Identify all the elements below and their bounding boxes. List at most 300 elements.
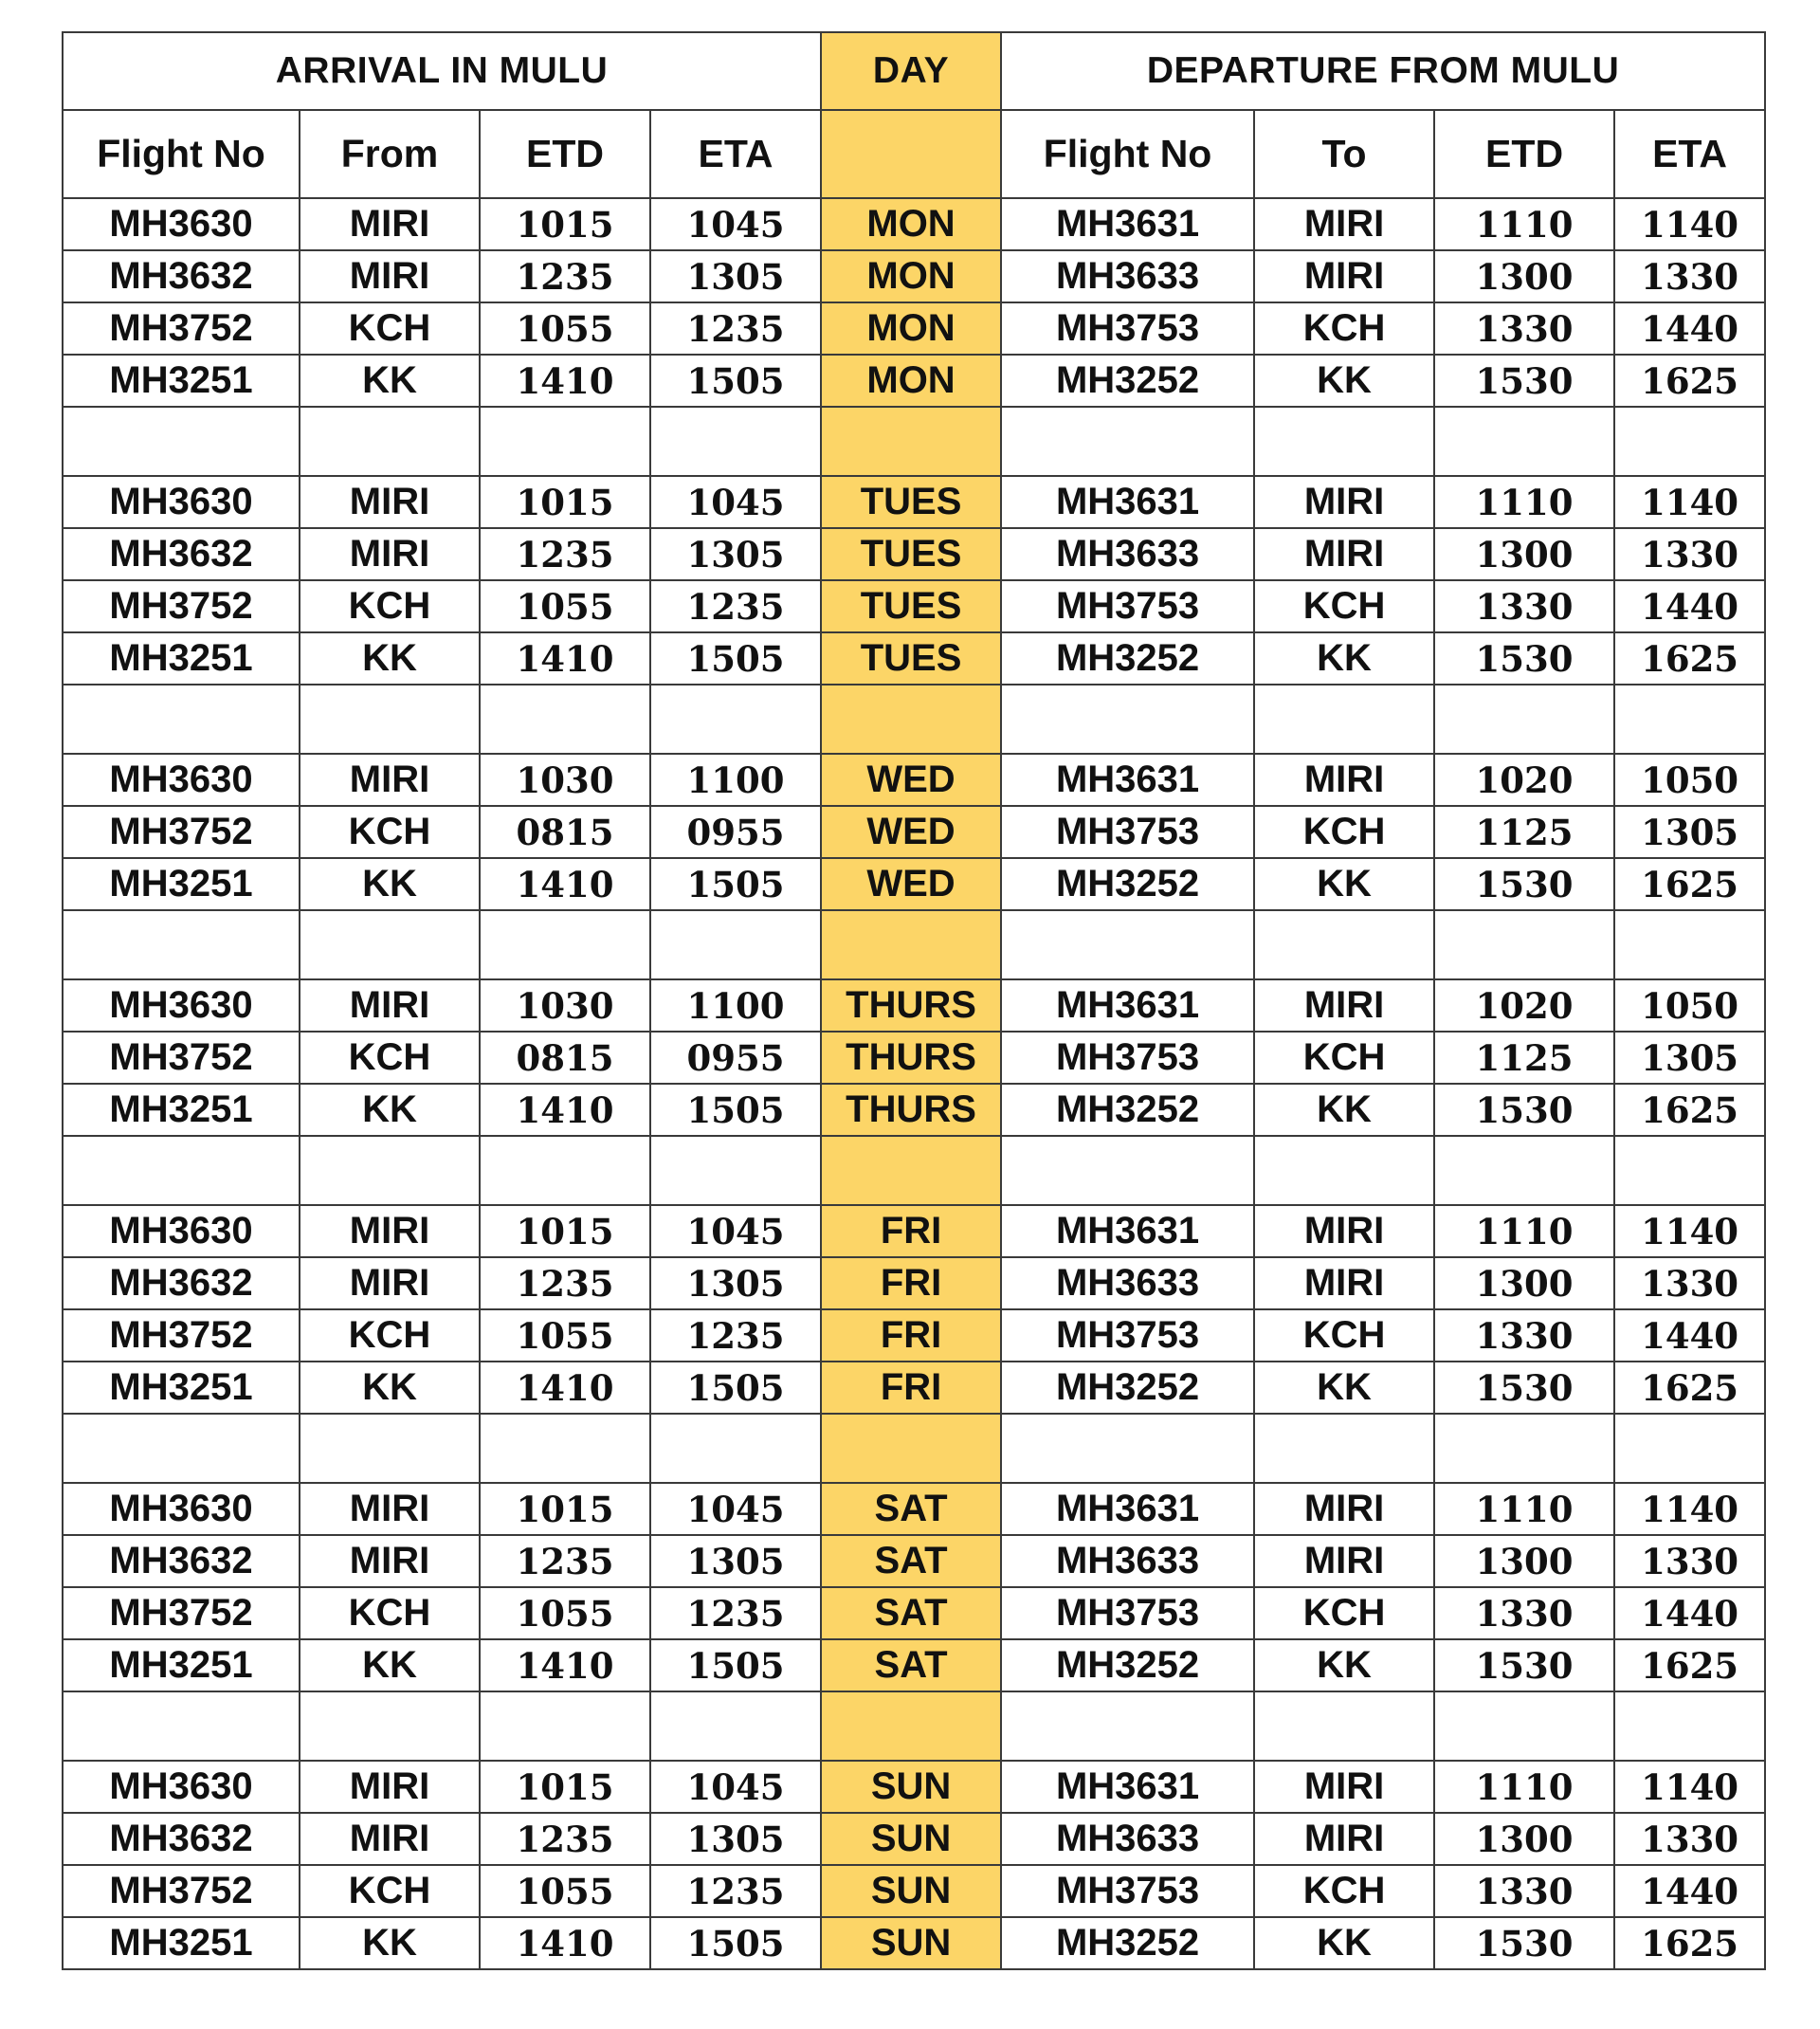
spacer-cell [821,685,1001,754]
spacer-cell [821,1414,1001,1483]
arrival-flight-no-cell: MH3251 [63,1917,300,1969]
spacer-cell [480,1414,650,1483]
spacer-cell [650,1136,821,1205]
arrival-from-cell: KCH [300,1865,480,1917]
departure-flight-no-cell: MH3753 [1001,302,1254,355]
spacer-cell [650,685,821,754]
spacer-cell [1614,1136,1765,1205]
arrival-eta-cell: 1505 [650,858,821,910]
spacer-row [63,685,1765,754]
spacer-cell [300,1136,480,1205]
spacer-cell [63,685,300,754]
day-cell: TUES [821,476,1001,528]
spacer-cell [1001,910,1254,979]
departure-flight-no-cell: MH3753 [1001,1032,1254,1084]
arrival-etd-cell: 1015 [480,1761,650,1813]
col-departure-flight-no: Flight No [1001,110,1254,198]
departure-flight-no-cell: MH3633 [1001,250,1254,302]
arrival-etd-cell: 1030 [480,754,650,806]
spacer-cell [821,910,1001,979]
departure-flight-no-cell: MH3631 [1001,1205,1254,1257]
arrival-eta-cell: 1305 [650,1535,821,1587]
day-cell: FRI [821,1205,1001,1257]
arrival-flight-no-cell: MH3752 [63,806,300,858]
arrival-eta-cell: 1045 [650,1483,821,1535]
spacer-cell [1614,407,1765,476]
arrival-from-cell: MIRI [300,198,480,250]
spacer-row [63,407,1765,476]
schedule-body [63,198,1765,1969]
departure-eta-cell: 1625 [1614,1917,1765,1969]
departure-to-cell: KK [1254,355,1434,407]
departure-flight-no-cell: MH3252 [1001,1362,1254,1414]
departure-etd-cell: 1300 [1434,1813,1614,1865]
departure-eta-cell: 1440 [1614,1865,1765,1917]
departure-flight-no-cell: MH3753 [1001,1587,1254,1639]
departure-to-cell: KCH [1254,302,1434,355]
departure-to-cell: KK [1254,1084,1434,1136]
group-header-row [63,32,1765,110]
departure-eta-cell: 1440 [1614,1587,1765,1639]
spacer-row [63,1691,1765,1761]
spacer-cell [821,407,1001,476]
arrival-from-cell: MIRI [300,979,480,1032]
departure-flight-no-cell: MH3633 [1001,1257,1254,1309]
arrival-etd-cell: 1015 [480,476,650,528]
arrival-flight-no-cell: MH3752 [63,1309,300,1362]
spacer-cell [1254,685,1434,754]
departure-etd-cell: 1300 [1434,1257,1614,1309]
arrival-etd-cell: 0815 [480,806,650,858]
day-cell: MON [821,355,1001,407]
arrival-flight-no-cell: MH3630 [63,754,300,806]
table-row [63,1032,1765,1084]
departure-flight-no-cell: MH3753 [1001,580,1254,632]
arrival-from-cell: MIRI [300,1761,480,1813]
spacer-cell [650,1414,821,1483]
spacer-cell [300,407,480,476]
arrival-flight-no-cell: MH3632 [63,1257,300,1309]
arrival-flight-no-cell: MH3630 [63,1761,300,1813]
departure-eta-cell: 1330 [1614,1535,1765,1587]
table-row [63,1813,1765,1865]
arrival-from-cell: MIRI [300,250,480,302]
day-cell: SUN [821,1813,1001,1865]
spacer-cell [1001,685,1254,754]
arrival-eta-cell: 1045 [650,476,821,528]
spacer-cell [300,910,480,979]
day-cell: SUN [821,1761,1001,1813]
departure-eta-cell: 1625 [1614,355,1765,407]
spacer-cell [480,407,650,476]
arrival-from-cell: KCH [300,1032,480,1084]
arrival-eta-cell: 1505 [650,632,821,685]
arrival-eta-cell: 0955 [650,806,821,858]
day-group-title: DAY [821,32,1001,110]
departure-to-cell: KK [1254,632,1434,685]
arrival-eta-cell: 1100 [650,979,821,1032]
departure-etd-cell: 1125 [1434,806,1614,858]
departure-flight-no-cell: MH3252 [1001,1917,1254,1969]
table-row [63,979,1765,1032]
arrival-from-cell: KCH [300,302,480,355]
departure-to-cell: KCH [1254,806,1434,858]
arrival-from-cell: MIRI [300,476,480,528]
spacer-cell [1614,1691,1765,1761]
departure-flight-no-cell: MH3631 [1001,979,1254,1032]
departure-etd-cell: 1530 [1434,632,1614,685]
arrival-from-cell: KK [300,1639,480,1691]
table-row [63,858,1765,910]
spacer-cell [1434,685,1614,754]
table-row [63,1483,1765,1535]
arrival-etd-cell: 1235 [480,1257,650,1309]
arrival-eta-cell: 1235 [650,580,821,632]
departure-flight-no-cell: MH3631 [1001,1761,1254,1813]
spacer-cell [300,685,480,754]
departure-flight-no-cell: MH3633 [1001,1535,1254,1587]
day-cell: FRI [821,1257,1001,1309]
col-arrival-flight-no: Flight No [63,110,300,198]
departure-flight-no-cell: MH3631 [1001,754,1254,806]
departure-eta-cell: 1625 [1614,1639,1765,1691]
day-cell: TUES [821,632,1001,685]
arrival-etd-cell: 1235 [480,1813,650,1865]
table-row [63,1917,1765,1969]
table-row [63,1587,1765,1639]
departure-flight-no-cell: MH3252 [1001,858,1254,910]
arrival-eta-cell: 1505 [650,1362,821,1414]
departure-to-cell: MIRI [1254,476,1434,528]
col-arrival-eta: ETA [650,110,821,198]
departure-eta-cell: 1140 [1614,476,1765,528]
arrival-flight-no-cell: MH3632 [63,250,300,302]
arrival-from-cell: KK [300,858,480,910]
arrival-etd-cell: 1015 [480,1483,650,1535]
departure-eta-cell: 1625 [1614,632,1765,685]
spacer-cell [650,407,821,476]
spacer-cell [63,910,300,979]
departure-eta-cell: 1140 [1614,1483,1765,1535]
arrival-eta-cell: 1505 [650,1084,821,1136]
arrival-flight-no-cell: MH3251 [63,1362,300,1414]
arrival-from-cell: MIRI [300,754,480,806]
departure-etd-cell: 1330 [1434,1865,1614,1917]
arrival-eta-cell: 1235 [650,1587,821,1639]
arrival-etd-cell: 1410 [480,632,650,685]
departure-flight-no-cell: MH3252 [1001,355,1254,407]
departure-eta-cell: 1050 [1614,979,1765,1032]
day-cell: WED [821,858,1001,910]
departure-etd-cell: 1330 [1434,580,1614,632]
departure-eta-cell: 1440 [1614,302,1765,355]
departure-to-cell: MIRI [1254,979,1434,1032]
arrival-etd-cell: 1410 [480,1362,650,1414]
departure-to-cell: KCH [1254,1309,1434,1362]
day-cell: SAT [821,1639,1001,1691]
col-day [821,110,1001,198]
arrival-from-cell: KK [300,632,480,685]
spacer-cell [1001,1136,1254,1205]
day-cell: THURS [821,1032,1001,1084]
spacer-cell [300,1691,480,1761]
table-row [63,754,1765,806]
table-row [63,355,1765,407]
departure-eta-cell: 1050 [1614,754,1765,806]
spacer-cell [1434,1136,1614,1205]
arrival-etd-cell: 1055 [480,1587,650,1639]
arrival-eta-cell: 1305 [650,1813,821,1865]
arrival-flight-no-cell: MH3752 [63,302,300,355]
arrival-from-cell: MIRI [300,528,480,580]
table-row [63,1362,1765,1414]
day-cell: SAT [821,1483,1001,1535]
departure-etd-cell: 1300 [1434,528,1614,580]
arrival-eta-cell: 1045 [650,1761,821,1813]
departure-etd-cell: 1530 [1434,1084,1614,1136]
departure-etd-cell: 1530 [1434,1362,1614,1414]
arrival-etd-cell: 1235 [480,528,650,580]
arrival-flight-no-cell: MH3630 [63,476,300,528]
spacer-cell [1434,1414,1614,1483]
table-row [63,1761,1765,1813]
arrival-flight-no-cell: MH3251 [63,858,300,910]
table-row [63,806,1765,858]
day-cell: SUN [821,1865,1001,1917]
spacer-cell [1434,910,1614,979]
arrival-from-cell: MIRI [300,1535,480,1587]
day-cell: THURS [821,979,1001,1032]
col-arrival-etd: ETD [480,110,650,198]
departure-etd-cell: 1110 [1434,1761,1614,1813]
arrival-flight-no-cell: MH3632 [63,528,300,580]
departure-etd-cell: 1020 [1434,979,1614,1032]
column-header-row [63,110,1765,198]
spacer-row [63,1414,1765,1483]
spacer-cell [1001,1414,1254,1483]
departure-to-cell: MIRI [1254,198,1434,250]
arrival-flight-no-cell: MH3251 [63,1639,300,1691]
departure-group-title: DEPARTURE FROM MULU [1001,32,1765,110]
day-cell: FRI [821,1309,1001,1362]
arrival-etd-cell: 1235 [480,250,650,302]
day-cell: MON [821,198,1001,250]
departure-eta-cell: 1440 [1614,1309,1765,1362]
arrival-etd-cell: 1235 [480,1535,650,1587]
departure-etd-cell: 1110 [1434,476,1614,528]
departure-to-cell: MIRI [1254,1205,1434,1257]
departure-to-cell: MIRI [1254,250,1434,302]
flight-schedule-table [62,31,1766,1970]
arrival-etd-cell: 1410 [480,355,650,407]
table-row [63,198,1765,250]
departure-to-cell: MIRI [1254,1483,1434,1535]
col-departure-etd: ETD [1434,110,1614,198]
arrival-flight-no-cell: MH3752 [63,1032,300,1084]
arrival-eta-cell: 1235 [650,1309,821,1362]
spacer-cell [821,1691,1001,1761]
spacer-cell [1614,685,1765,754]
departure-to-cell: KCH [1254,1032,1434,1084]
spacer-cell [480,1691,650,1761]
table-row [63,302,1765,355]
departure-eta-cell: 1140 [1614,1761,1765,1813]
departure-etd-cell: 1125 [1434,1032,1614,1084]
day-cell: WED [821,754,1001,806]
spacer-cell [63,1414,300,1483]
departure-flight-no-cell: MH3753 [1001,806,1254,858]
departure-etd-cell: 1110 [1434,1205,1614,1257]
arrival-flight-no-cell: MH3251 [63,355,300,407]
departure-etd-cell: 1530 [1434,1917,1614,1969]
departure-flight-no-cell: MH3633 [1001,528,1254,580]
spacer-cell [1001,407,1254,476]
spacer-cell [480,910,650,979]
table-row [63,1205,1765,1257]
table-row [63,1535,1765,1587]
spacer-cell [821,1136,1001,1205]
spacer-cell [300,1414,480,1483]
departure-eta-cell: 1625 [1614,858,1765,910]
day-cell: TUES [821,528,1001,580]
arrival-eta-cell: 1305 [650,528,821,580]
arrival-from-cell: MIRI [300,1483,480,1535]
arrival-etd-cell: 1055 [480,302,650,355]
departure-to-cell: MIRI [1254,754,1434,806]
arrival-etd-cell: 1410 [480,1917,650,1969]
arrival-group-title: ARRIVAL IN MULU [63,32,821,110]
departure-to-cell: KCH [1254,580,1434,632]
day-cell: SUN [821,1917,1001,1969]
arrival-eta-cell: 1505 [650,355,821,407]
arrival-from-cell: MIRI [300,1257,480,1309]
arrival-etd-cell: 1055 [480,580,650,632]
departure-eta-cell: 1330 [1614,1813,1765,1865]
arrival-etd-cell: 1410 [480,858,650,910]
departure-etd-cell: 1530 [1434,355,1614,407]
table-row [63,1257,1765,1309]
departure-to-cell: MIRI [1254,1813,1434,1865]
departure-etd-cell: 1300 [1434,1535,1614,1587]
spacer-cell [1434,407,1614,476]
col-arrival-from: From [300,110,480,198]
departure-eta-cell: 1330 [1614,528,1765,580]
departure-eta-cell: 1305 [1614,806,1765,858]
arrival-from-cell: KCH [300,806,480,858]
arrival-etd-cell: 1055 [480,1309,650,1362]
departure-etd-cell: 1020 [1434,754,1614,806]
departure-to-cell: MIRI [1254,1761,1434,1813]
departure-etd-cell: 1300 [1434,250,1614,302]
table-row [63,528,1765,580]
departure-to-cell: MIRI [1254,1535,1434,1587]
departure-to-cell: KK [1254,858,1434,910]
spacer-cell [1614,910,1765,979]
departure-flight-no-cell: MH3633 [1001,1813,1254,1865]
spacer-cell [650,910,821,979]
departure-etd-cell: 1330 [1434,302,1614,355]
day-cell: SAT [821,1535,1001,1587]
spacer-cell [480,1136,650,1205]
col-departure-to: To [1254,110,1434,198]
arrival-from-cell: MIRI [300,1813,480,1865]
table-row [63,1865,1765,1917]
arrival-eta-cell: 0955 [650,1032,821,1084]
day-cell: THURS [821,1084,1001,1136]
arrival-etd-cell: 1410 [480,1084,650,1136]
departure-flight-no-cell: MH3631 [1001,198,1254,250]
arrival-from-cell: KCH [300,1587,480,1639]
spacer-cell [63,1136,300,1205]
arrival-etd-cell: 0815 [480,1032,650,1084]
spacer-cell [480,685,650,754]
arrival-from-cell: KK [300,355,480,407]
arrival-eta-cell: 1100 [650,754,821,806]
arrival-eta-cell: 1305 [650,1257,821,1309]
spacer-cell [1434,1691,1614,1761]
spacer-row [63,910,1765,979]
departure-eta-cell: 1305 [1614,1032,1765,1084]
departure-etd-cell: 1330 [1434,1309,1614,1362]
arrival-from-cell: KCH [300,580,480,632]
day-cell: FRI [821,1362,1001,1414]
arrival-eta-cell: 1505 [650,1639,821,1691]
departure-to-cell: KK [1254,1917,1434,1969]
departure-flight-no-cell: MH3252 [1001,1639,1254,1691]
departure-eta-cell: 1440 [1614,580,1765,632]
arrival-flight-no-cell: MH3251 [63,632,300,685]
departure-eta-cell: 1625 [1614,1362,1765,1414]
col-departure-eta: ETA [1614,110,1765,198]
arrival-etd-cell: 1055 [480,1865,650,1917]
departure-etd-cell: 1530 [1434,1639,1614,1691]
departure-etd-cell: 1330 [1434,1587,1614,1639]
departure-flight-no-cell: MH3252 [1001,1084,1254,1136]
departure-eta-cell: 1140 [1614,1205,1765,1257]
spacer-row [63,1136,1765,1205]
departure-to-cell: KCH [1254,1865,1434,1917]
table-row [63,476,1765,528]
arrival-flight-no-cell: MH3630 [63,1205,300,1257]
arrival-eta-cell: 1235 [650,302,821,355]
day-cell: MON [821,302,1001,355]
arrival-eta-cell: 1505 [650,1917,821,1969]
spacer-cell [1254,1136,1434,1205]
arrival-from-cell: MIRI [300,1205,480,1257]
departure-eta-cell: 1330 [1614,250,1765,302]
arrival-flight-no-cell: MH3630 [63,1483,300,1535]
arrival-etd-cell: 1015 [480,198,650,250]
arrival-from-cell: KK [300,1362,480,1414]
table-row [63,250,1765,302]
arrival-flight-no-cell: MH3630 [63,198,300,250]
table-row [63,1639,1765,1691]
arrival-etd-cell: 1410 [480,1639,650,1691]
departure-to-cell: MIRI [1254,1257,1434,1309]
spacer-cell [63,407,300,476]
arrival-etd-cell: 1015 [480,1205,650,1257]
table-row [63,1309,1765,1362]
arrival-flight-no-cell: MH3632 [63,1813,300,1865]
spacer-cell [1254,1691,1434,1761]
arrival-flight-no-cell: MH3752 [63,580,300,632]
arrival-flight-no-cell: MH3752 [63,1865,300,1917]
arrival-etd-cell: 1030 [480,979,650,1032]
arrival-eta-cell: 1235 [650,1865,821,1917]
day-cell: WED [821,806,1001,858]
departure-flight-no-cell: MH3753 [1001,1865,1254,1917]
departure-flight-no-cell: MH3753 [1001,1309,1254,1362]
